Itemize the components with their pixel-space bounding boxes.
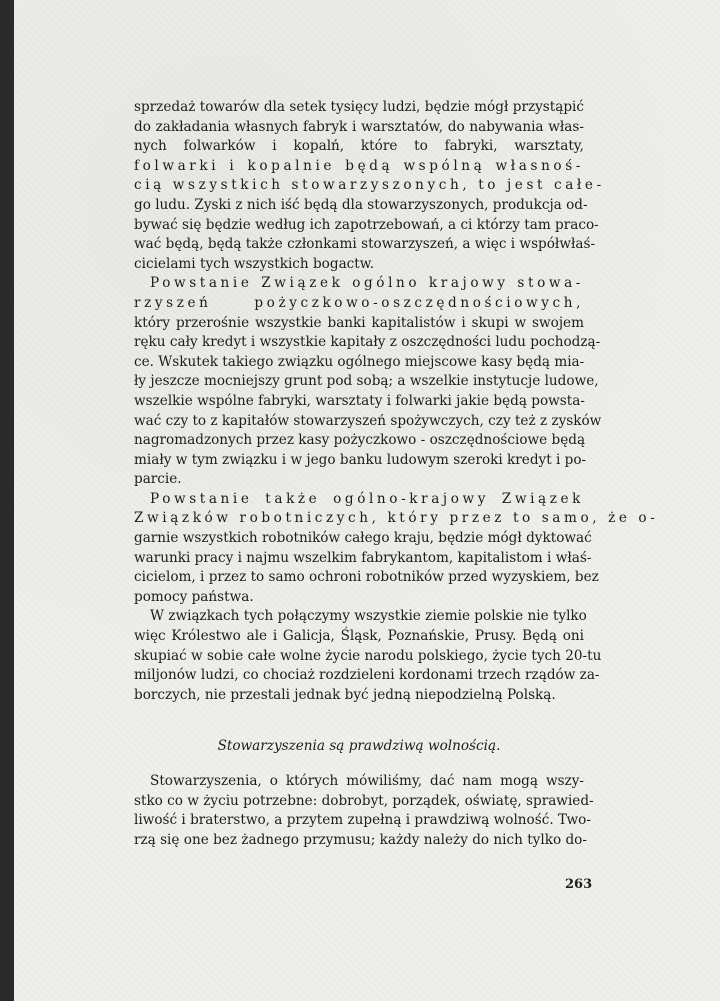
- page-number: 263: [565, 877, 593, 892]
- section-heading: Stowarzyszenia są prawdziwą wolnością.: [217, 738, 501, 754]
- text-line: wać będą, będą także członkami stowarzyszeń, a więc i współwłaś-: [134, 236, 596, 253]
- text-line: go ludu. Zyski z nich iść będą dla stowarzyszonych, produkcja od-: [134, 196, 588, 213]
- text-line: rzyszeń pożyczkowo-oszczędnościowych,: [134, 294, 584, 311]
- text-line: wszelkie wspólne fabryki, warsztaty i folwarki jakie będą powsta-: [134, 392, 585, 409]
- text-line: nagromadzonych przez kasy pożyczkowo - oszczędnościowe będą: [134, 432, 586, 449]
- text-line: W związkach tych połączymy wszystkie ziemie polskie nie tylko: [150, 608, 587, 625]
- text-line: Związków robotniczych, który przez to samo, że o-: [134, 510, 659, 527]
- scan-edge: [0, 0, 14, 1001]
- text-line: sprzedaż towarów dla setek tysięcy ludzi, będzie mógł przystąpić: [134, 99, 584, 115]
- text-line: warunki pracy i najmu wszelkim fabrykantom, kapitalistom i właś-: [134, 549, 592, 566]
- text-line: folwarki i kopalnie będą wspólną własnoś-: [134, 157, 584, 174]
- text-line: skupiać w sobie całe wolne życie narodu polskiego, życie tych 20-tu: [134, 647, 602, 664]
- text-line: który przerośnie wszystkie banki kapitalistów i skupi w swojem: [134, 314, 584, 331]
- text-line: stko co w życiu potrzebne: dobrobyt, porządek, oświatę, sprawied-: [134, 792, 594, 809]
- text-line: liwość i braterstwo, a przytem zupełną i prawdziwą wolność. Two-: [134, 812, 591, 829]
- text-line: ły jeszcze mocniejszy grunt pod sobą; a wszelkie instytucje ludowe,: [134, 373, 599, 390]
- text-line: cią wszystkich stowarzyszonych, to jest całe-: [134, 177, 605, 194]
- text-line: miały w tym związku i w jego banku ludowym szeroki kredyt i po-: [134, 451, 587, 468]
- text-line: cicielami tych wszystkich bogactw.: [134, 255, 375, 272]
- text-line: pomocy państwa.: [134, 588, 254, 605]
- text-line: miljonów ludzi, co chociaż rozdzieleni kordonami trzech rządów za-: [134, 667, 600, 684]
- body-text-2: [134, 772, 594, 850]
- text-line: nych folwarków i kopalń, które to fabryki, warsztaty,: [134, 138, 584, 155]
- text-line: garnie wszystkich robotników całego kraju, będzie mógł dyktować: [134, 530, 592, 547]
- text-line: parcie.: [134, 471, 182, 488]
- text-line: rzą się one bez żadnego przymusu; każdy należy do nich tylko do-: [134, 831, 587, 848]
- text-line: do zakładania własnych fabryk i warsztatów, do nabywania włas-: [134, 118, 584, 135]
- text-line: Powstanie Związek ogólno krajowy stowa-: [150, 275, 584, 292]
- text-line: bywać się będzie według ich zapotrzebowań, a ci którzy tam praco-: [134, 216, 599, 233]
- text-line: więc Królestwo ale i Galicja, Śląsk, Poznańskie, Prusy. Będą oni: [134, 628, 584, 645]
- text-line: borczych, nie przestali jednak być jedną niepodzielną Polską.: [134, 686, 556, 703]
- text-line: Powstanie także ogólno-krajowy Związek: [150, 490, 584, 507]
- body-text: [134, 98, 659, 705]
- text-line: ręku cały kredyt i wszystkie kapitały z oszczędności ludu pochodzą-: [134, 334, 601, 351]
- text-line: cicielom, i przez to samo ochroni robotników przed wyzyskiem, bez: [134, 569, 599, 586]
- text-line: ce. Wskutek takiego związku ogólnego miejscowe kasy będą mia-: [134, 353, 585, 370]
- text-line: wać czy to z kapitałów stowarzyszeń spożywczych, czy też z zysków: [134, 412, 602, 429]
- text-line: Stowarzyszenia, o których mówiliśmy, dać nam mogą wszy-: [150, 773, 584, 789]
